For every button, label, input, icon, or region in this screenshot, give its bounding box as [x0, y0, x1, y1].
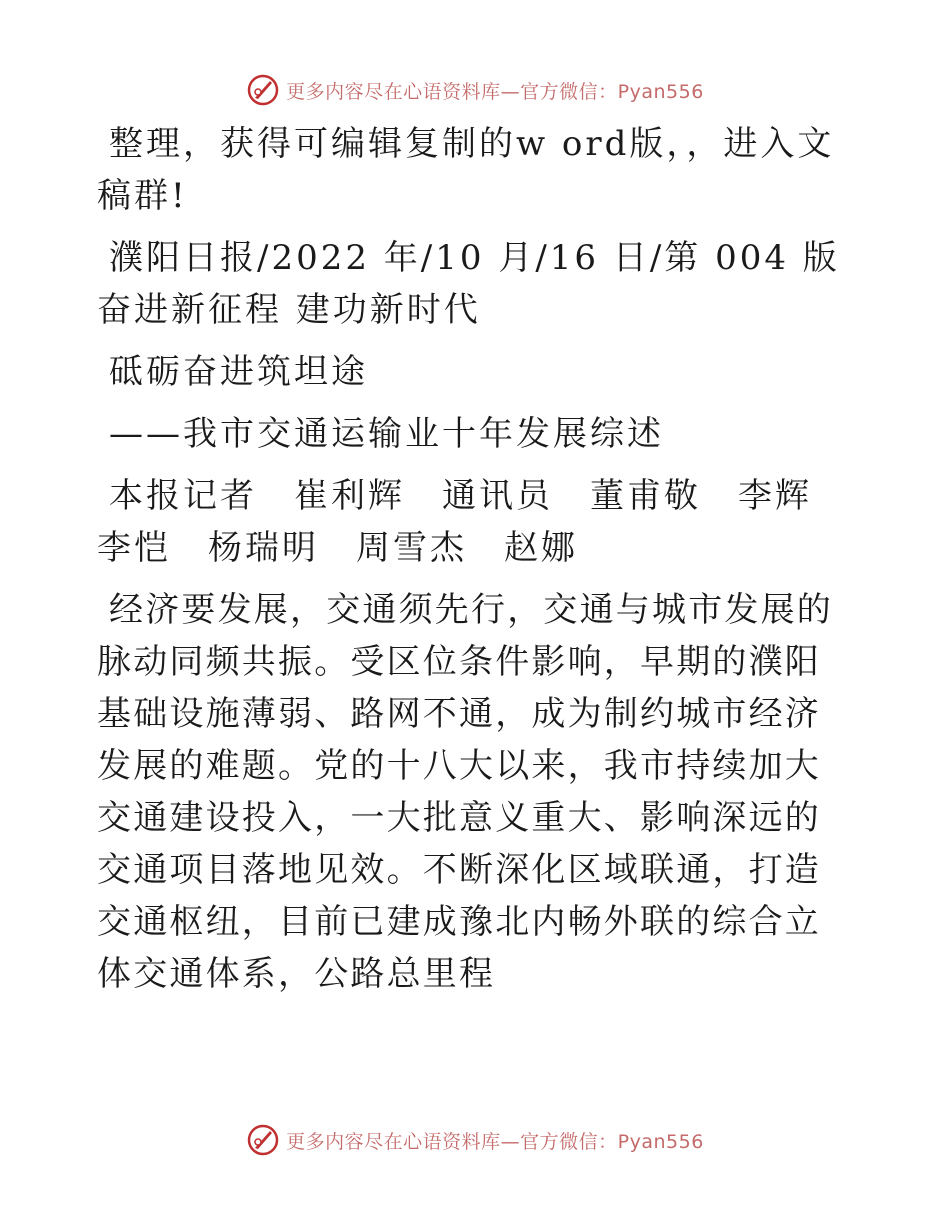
- footer-watermark: [0, 1120, 950, 1160]
- source-line: 濮阳日报/2022 年/10 月/16 日/第 004 版奋进新征程 建功新时代: [97, 238, 840, 330]
- watermark-text: 更多内容尽在心语资料库—官方微信：Pyan556: [286, 1130, 704, 1153]
- body-paragraph: 经济要发展，交通须先行，交通与城市发展的脉动同频共振。受区位条件影响，早期的濮阳基础设施薄弱、路网不通，成为制约城市经济发展的难题。党的十八大以来，我市持续加大交通建设投入，一大批意义重大、影响深远的交通项目落地见效。不断深化区域联通，打造交通枢纽，目前已建成豫北内畅外联的综合立体交通体系，公路总里程: [97, 590, 833, 994]
- header-watermark: [0, 70, 950, 110]
- quill-logo-icon: [246, 73, 280, 107]
- article-title: 砥砺奋进筑坦途: [109, 352, 368, 392]
- byline: 本报记者 崔利辉 通讯员 董甫敬 李辉 李恺 杨瑞明 周雪杰 赵娜: [97, 476, 849, 568]
- article-subtitle: ——我市交通运输业十年发展综述: [109, 414, 664, 454]
- document-body: [97, 118, 857, 1010]
- quill-logo-icon: [246, 1123, 280, 1157]
- watermark-text: 更多内容尽在心语资料库—官方微信：Pyan556: [286, 80, 704, 103]
- intro-paragraph: 整理，获得可编辑复制的w ord版，，进入文稿群!: [97, 124, 835, 216]
